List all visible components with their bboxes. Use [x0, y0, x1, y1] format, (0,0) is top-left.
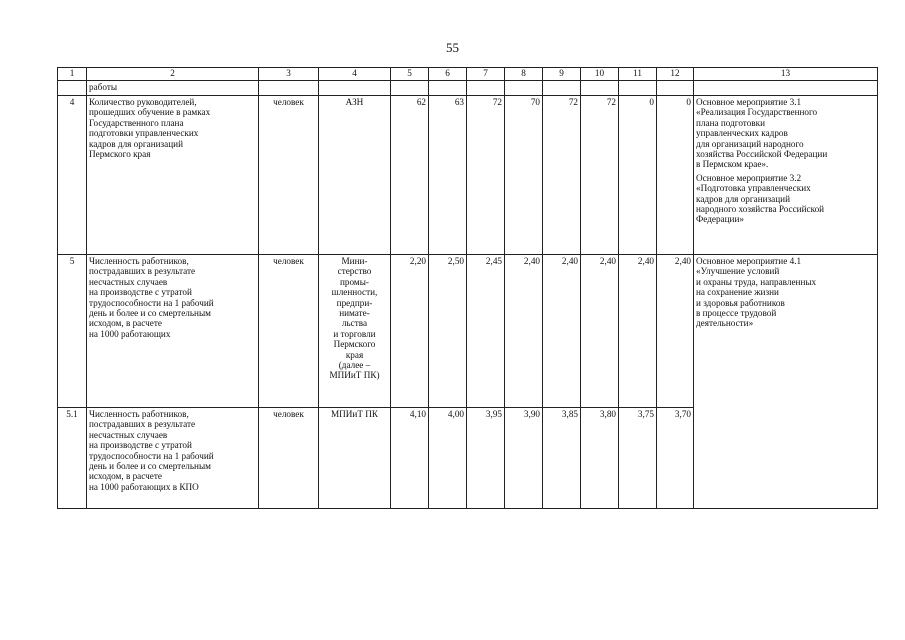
value-cell: 3,75 [619, 408, 657, 509]
value-cell: 0 [619, 96, 657, 255]
column-header: 13 [694, 68, 878, 81]
column-header: 2 [87, 68, 259, 81]
value-cell: 3,90 [505, 408, 543, 509]
column-header: 10 [581, 68, 619, 81]
executor: Мини- стерство промы- шленности, предпри- нимате- льства и торговли Пермского края (далее – МПИиТ ПК) [319, 255, 391, 408]
column-header: 7 [467, 68, 505, 81]
table-row [58, 255, 878, 408]
value-cell: 2,20 [391, 255, 429, 408]
value-cell: 3,80 [581, 408, 619, 509]
executor: МПИиТ ПК [319, 408, 391, 509]
column-header: 8 [505, 68, 543, 81]
value-cell: 4,10 [391, 408, 429, 509]
unit: человек [259, 96, 319, 255]
unit: человек [259, 408, 319, 509]
page-number: 55 [446, 40, 459, 55]
column-header: 12 [657, 68, 694, 81]
value-cell: 72 [543, 96, 581, 255]
value-cell: 2,40 [505, 255, 543, 408]
measure-text: Основное мероприятие 4.1 «Улучшение условий и охраны труда, направленных на сохранение жизни и здоровья работников в процессе трудовой деятельности» [696, 256, 817, 329]
measures-cell [694, 255, 878, 509]
value-cell: 72 [581, 96, 619, 255]
column-header: 9 [543, 68, 581, 81]
value-cell: 3,70 [657, 408, 694, 509]
row-number: 4 [58, 96, 87, 255]
executor: АЗН [319, 96, 391, 255]
value-cell: 0 [657, 96, 694, 255]
value-cell: 62 [391, 96, 429, 255]
value-cell: 2,45 [467, 255, 505, 408]
column-header: 1 [58, 68, 87, 81]
value-cell: 63 [429, 96, 467, 255]
value-cell: 72 [467, 96, 505, 255]
continuation-text: работы [87, 81, 259, 96]
column-header: 3 [259, 68, 319, 81]
row-number: 5 [58, 255, 87, 408]
value-cell: 2,40 [657, 255, 694, 408]
table-row [58, 96, 878, 255]
unit: человек [259, 255, 319, 408]
value-cell: 2,40 [543, 255, 581, 408]
value-cell: 70 [505, 96, 543, 255]
value-cell: 4,00 [429, 408, 467, 509]
indicators-table [57, 67, 878, 509]
measure-text: Основное мероприятие 3.2 «Подготовка управленческих кадров для организаций народного хозяйства Российской Федерации» [696, 172, 825, 225]
column-header: 11 [619, 68, 657, 81]
column-header: 6 [429, 68, 467, 81]
column-header: 4 [319, 68, 391, 81]
value-cell: 2,40 [619, 255, 657, 408]
row-number: 5.1 [58, 408, 87, 509]
column-number-row [58, 68, 878, 81]
value-cell: 2,40 [581, 255, 619, 408]
continuation-row [58, 81, 878, 96]
measure-text: Основное мероприятие 3.1 «Реализация Государственного плана подготовки управленческих кадров для организаций народного хозяйства Российской Федерации в Пермском крае». [696, 97, 828, 170]
column-header: 5 [391, 68, 429, 81]
value-cell: 3,95 [467, 408, 505, 509]
indicator-name: Численность работников, пострадавших в результате несчастных случаев на производстве с утратой трудоспособности на 1 рабочий день и более и со смертельным исходом, в расчете на 1000 работающих [87, 255, 259, 408]
value-cell: 2,50 [429, 255, 467, 408]
value-cell: 3,85 [543, 408, 581, 509]
indicator-name: Численность работников, пострадавших в результате несчастных случаев на производстве с утратой трудоспособности на 1 рабочий день и более и со смертельным исходом, в расчете на 1000 работающих в КПО [87, 408, 259, 509]
measures-cell [694, 96, 878, 255]
indicator-name: Количество руководителей, прошедших обучение в рамках Государственного плана подготовки управленческих кадров для организаций Пермского края [87, 96, 259, 255]
